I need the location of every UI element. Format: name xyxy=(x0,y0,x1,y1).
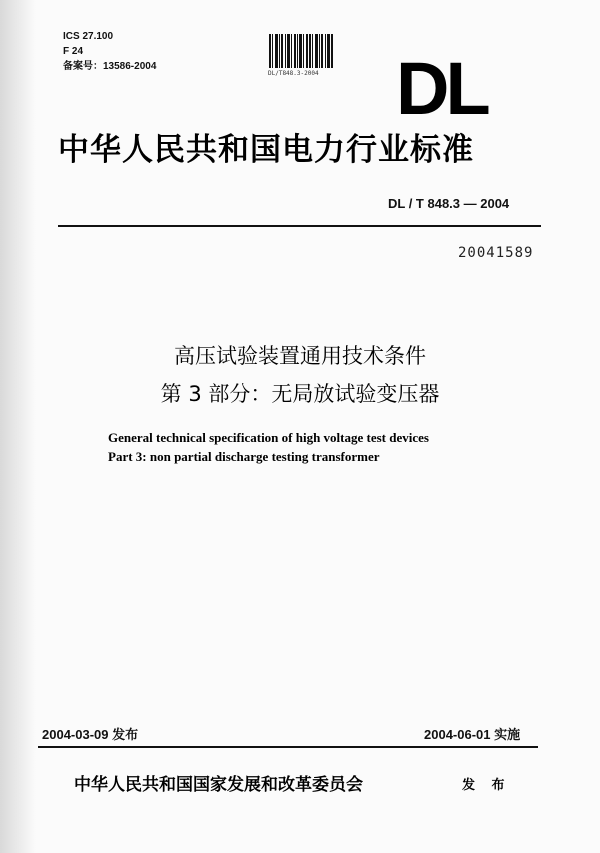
dl-logo: DL xyxy=(396,47,487,130)
title-cn-line2: 第 3 部分：无局放试验变压器 xyxy=(160,382,440,406)
ics-code: ICS 27.100 xyxy=(63,31,114,42)
standard-number: DL / T 848.3 — 2004 xyxy=(388,196,510,211)
barcode-caption: DL/T848.3-2004 xyxy=(268,70,319,77)
scan-shadow xyxy=(0,0,36,853)
footer-rule xyxy=(38,746,538,748)
title-en-line2: Part 3: non partial discharge testing transformer xyxy=(108,449,380,464)
handwritten-number: 20041589 xyxy=(458,245,534,261)
barcode-image xyxy=(268,34,334,68)
title-cn-line1: 高压试验装置通用技术条件 xyxy=(174,344,426,368)
header-rule xyxy=(58,225,541,227)
publish-label: 发 布 xyxy=(462,778,511,793)
standard-title: 中华人民共和国电力行业标准 xyxy=(58,132,474,168)
record-number: 备案号：13586-2004 xyxy=(63,61,157,72)
title-en-line1: General technical specification of high voltage test devices xyxy=(108,430,429,445)
publisher-name: 中华人民共和国国家发展和改革委员会 xyxy=(74,775,363,795)
classification-code: F 24 xyxy=(63,46,84,57)
issue-date: 2004-03-09 发布 xyxy=(42,727,139,742)
implement-date: 2004-06-01 实施 xyxy=(424,727,521,742)
